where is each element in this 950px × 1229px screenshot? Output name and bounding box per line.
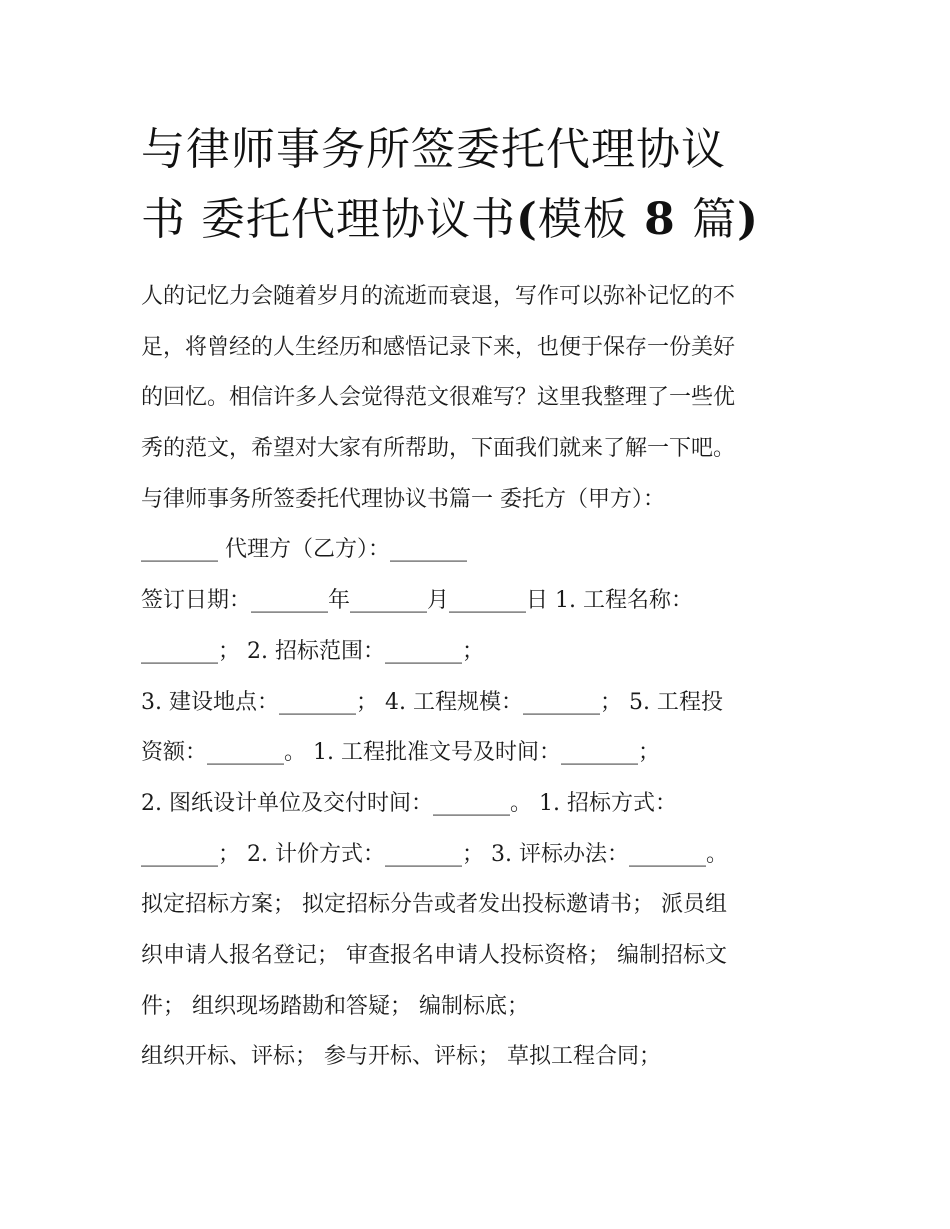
- body-line: 与律师事务所签委托代理协议书篇一 委托方（甲方）：: [141, 486, 665, 512]
- title-paren-open: (: [516, 194, 538, 245]
- body-line: 组织开标、评标； 参与开标、评标； 草拟工程合同；: [141, 1044, 661, 1070]
- body-line: 足，将曾经的人生经历和感悟记录下来，也便于保存一份美好: [141, 334, 736, 360]
- body-line: 签订日期：_______年_______月_______日 1. 工程名称：: [141, 588, 693, 614]
- body-line: 3. 建设地点：_______； 4. 工程规模：_______； 5. 工程投: [141, 689, 723, 715]
- body-line: _______ 代理方（乙方）：_______: [141, 537, 467, 563]
- document-page: [141, 115, 813, 1083]
- body-line: 织申请人报名登记； 审查报名申请人投标资格； 编制招标文: [141, 942, 727, 968]
- title-line-2: [141, 194, 759, 245]
- title-line-2-text: 书 委托代理协议书: [141, 194, 516, 245]
- body-line: 2. 图纸设计单位及交付时间：_______。 1. 招标方式：: [141, 790, 677, 816]
- document-title: [141, 115, 813, 255]
- body-line: 人的记忆力会随着岁月的流逝而衰退，写作可以弥补记忆的不: [141, 284, 736, 309]
- title-count: 8: [627, 194, 693, 245]
- body-line: 的回忆。相信许多人会觉得范文很难写？这里我整理了一些优: [141, 385, 736, 411]
- body-line: _______； 2. 招标范围：_______；: [141, 638, 484, 664]
- body-line: 资额：_______。 1. 工程批准文号及时间：_______；: [141, 740, 660, 766]
- body-line: 秀的范文，希望对大家有所帮助，下面我们就来了解一下吧。: [141, 436, 736, 462]
- body-line: 件； 组织现场踏勘和答疑； 编制标底；: [141, 993, 529, 1019]
- body-line: 拟定招标方案； 拟定招标分告或者发出投标邀请书； 派员组: [141, 892, 727, 918]
- title-paren-close: ): [737, 194, 759, 245]
- title-line-1: 与律师事务所签委托代理协议: [141, 124, 726, 175]
- title-pian-word: 篇: [692, 194, 738, 245]
- title-template-word: 模板: [537, 194, 628, 245]
- body-line: _______； 2. 计价方式：_______； 3. 评标办法：_______。: [141, 841, 728, 867]
- document-body: [141, 272, 813, 1083]
